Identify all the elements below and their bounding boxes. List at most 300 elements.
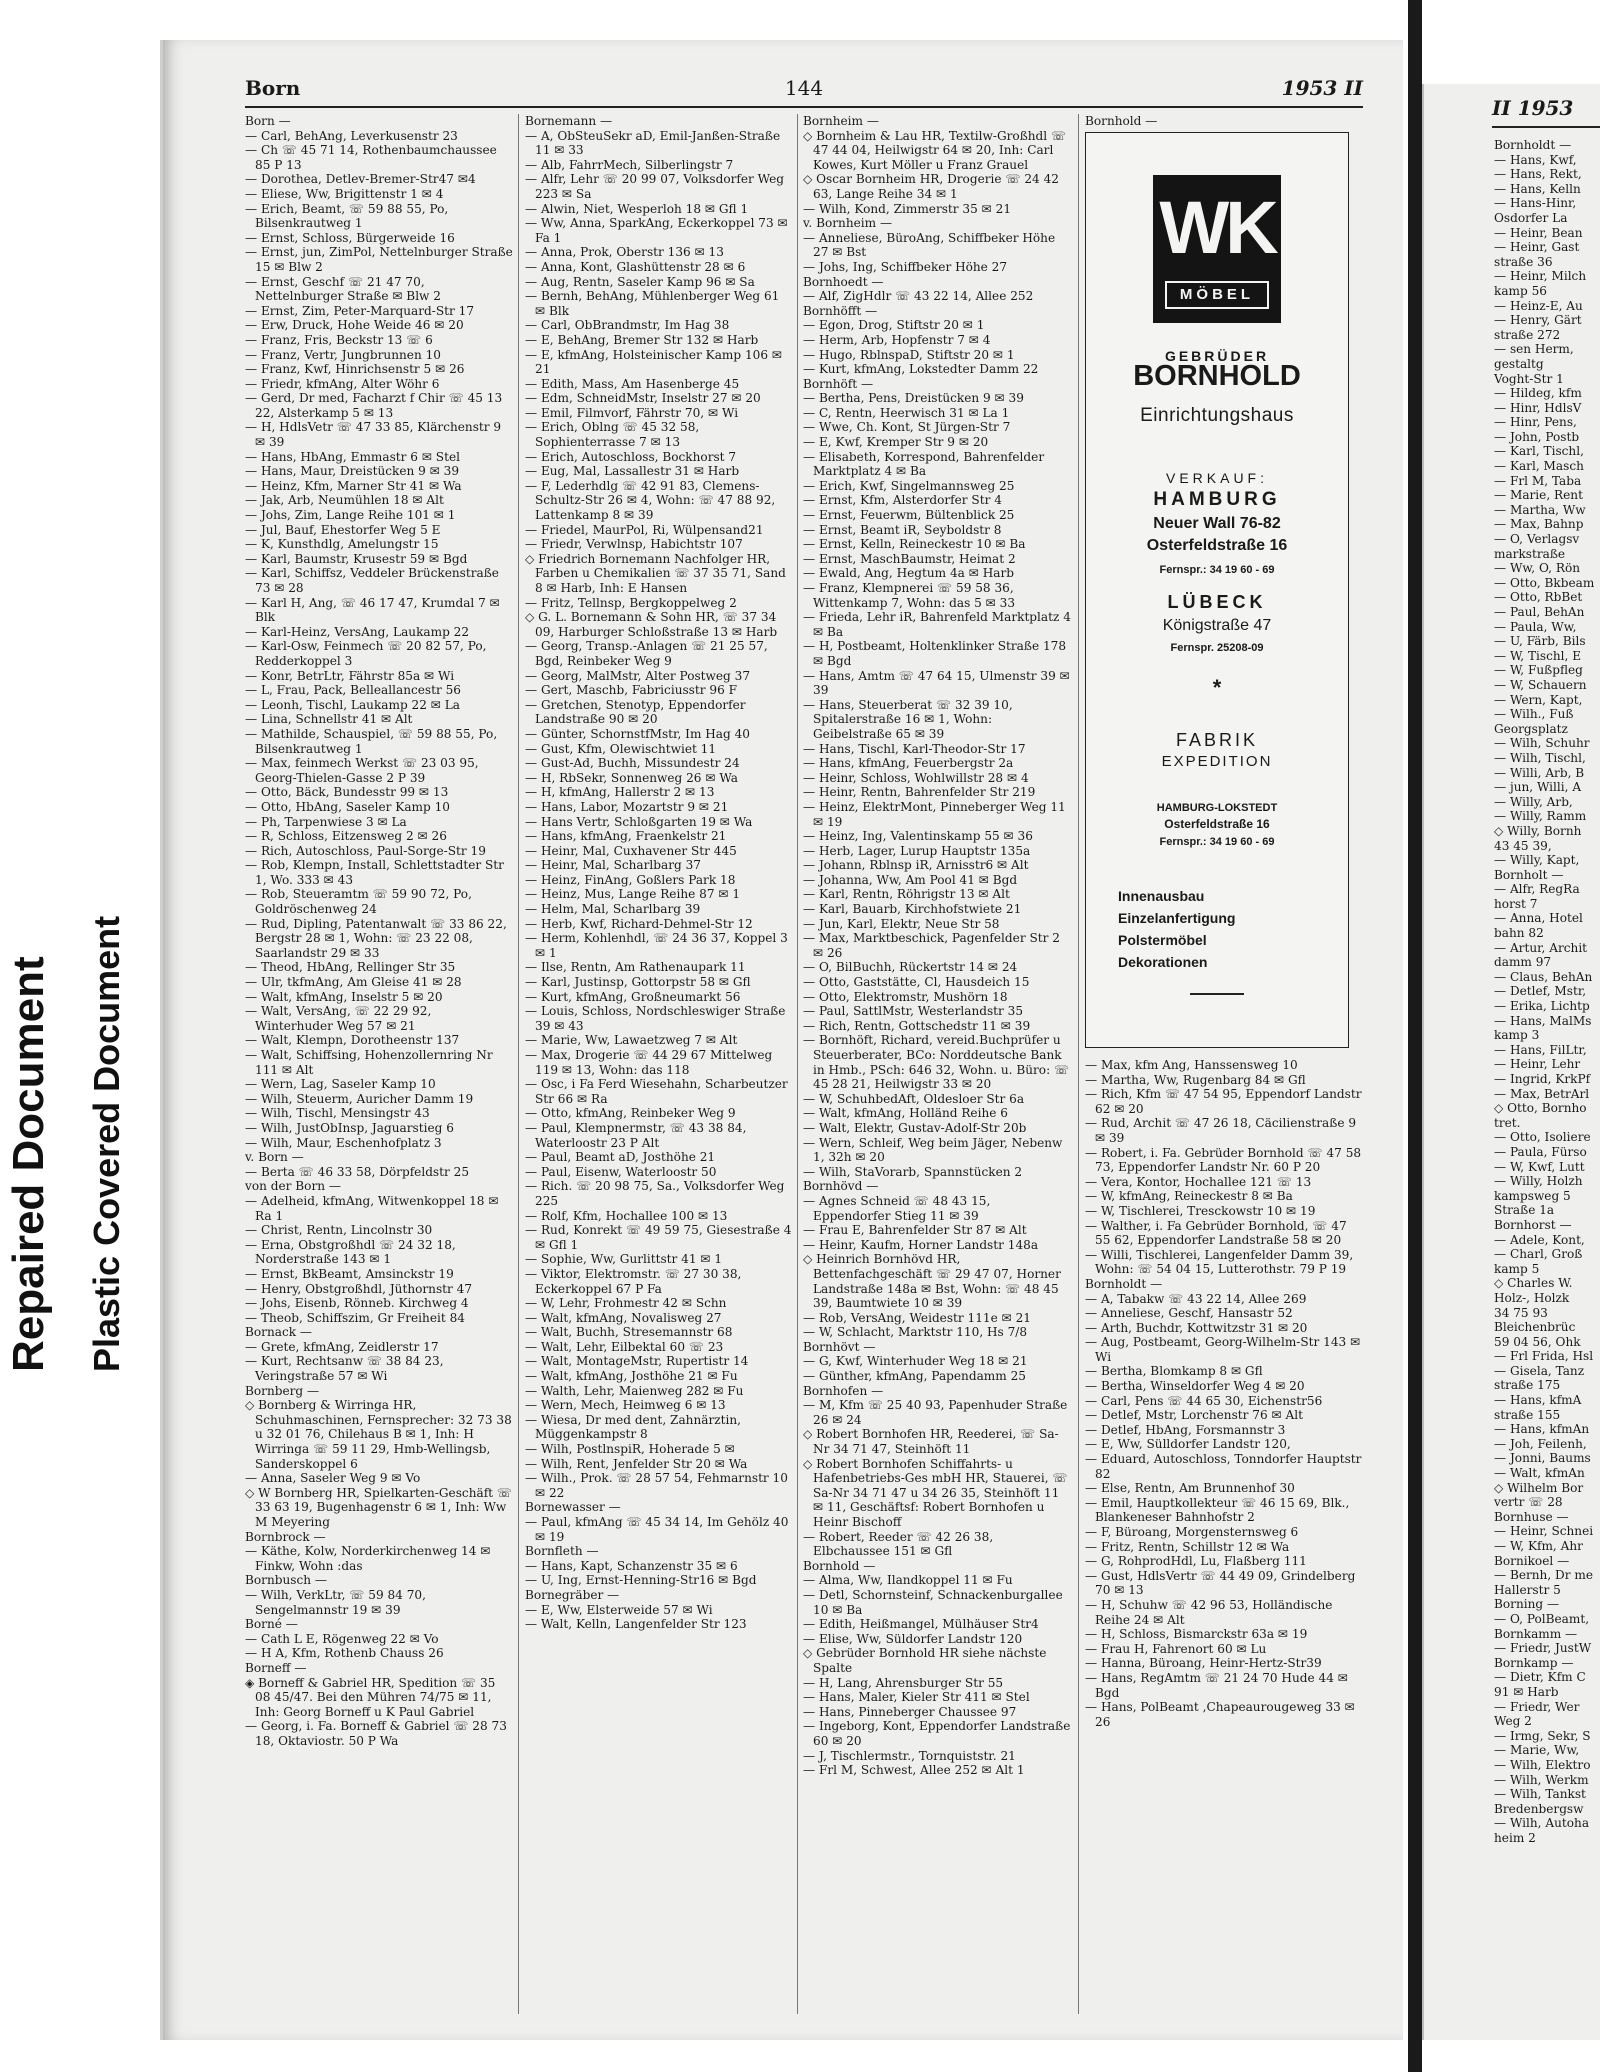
facing-page-entry: — Paula, Ww, <box>1494 619 1577 634</box>
facing-page-entry: ◇ Otto, Bornho <box>1494 1101 1587 1116</box>
directory-entry: — W, kfmAng, Reineckestr 8 ✉ Ba <box>1085 1189 1293 1204</box>
facing-page-entry: — Otto, Isoliere <box>1494 1130 1591 1145</box>
directory-entry: — Ernst, Geschf ☏ 21 47 70, Nettelnburger Straße ✉ Blw 2 <box>245 274 441 304</box>
directory-entry: — Hans, kfmAng, Feuerbergstr 2a <box>803 756 1014 771</box>
ad-service: Innenausbau <box>1118 888 1205 904</box>
facing-page-entry: — Karl, Tischl, <box>1494 444 1584 459</box>
facing-page-entry: — W, Kwf, Lutt <box>1494 1159 1585 1174</box>
directory-entry: — Walt, Schiffsing, Hohenzollernring Nr 111 ✉ Alt <box>245 1048 493 1077</box>
directory-entry: — Adelheid, kfmAng, Witwenkoppel 18 ✉ Ra 1 <box>245 1193 499 1223</box>
directory-entry: — H, HdlsVetr ☏ 47 33 85, Klärchenstr 9 ✉ 39 <box>245 420 502 450</box>
directory-entry: — H, Schuhw ☏ 42 96 53, Holländische Reihe 24 ✉ Alt <box>1085 1597 1333 1627</box>
directory-entry: — Martha, Ww, Rugenbarg 84 ✉ Gfl <box>1085 1072 1306 1087</box>
directory-entry: — Anna, Kont, Glashüttenstr 28 ✉ 6 <box>525 259 746 274</box>
facing-page-entry: bahn 82 <box>1494 926 1544 941</box>
directory-entry: — E, Kwf, Kremper Str 9 ✉ 20 <box>803 435 989 450</box>
directory-entry: — Lina, Schnellstr 41 ✉ Alt <box>245 712 413 727</box>
directory-entry: — Walt, MontageMstr, Rupertistr 14 <box>525 1354 749 1369</box>
directory-entry: ◇ Robert Bornhofen Schiffahrts- u Hafenbetriebs-Ges mbH HR, Stauerei, ☏ Sa-Nr 34 71 47 u 34 26 35, Steinhöft 11 ✉ 11, Geschäftsf: Robert Bornhofen u Heinr Bischoff <box>803 1456 1068 1529</box>
directory-entry: — Viktor, Elektromstr. ☏ 27 30 38, Eckerkoppel 67 P Fa <box>525 1266 742 1296</box>
column-4 <box>1085 114 1363 2014</box>
directory-entry: — Heinz, ElektrMont, Pinneberger Weg 11 ✉ 19 <box>803 799 1066 829</box>
directory-entry: — Erich, Beamt, ☏ 59 88 55, Po, Bilsenkrautweg 1 <box>245 201 449 231</box>
directory-entry: — Bertha, Pens, Dreistücken 9 ✉ 39 <box>803 391 1024 406</box>
surname-heading: Bornhöfft — <box>803 303 878 318</box>
directory-entry: — Arth, Buchdr, Kottwitzstr 31 ✉ 20 <box>1085 1320 1308 1335</box>
directory-entry: — Hans, Maler, Kieler Str 411 ✉ Stel <box>803 1690 1030 1705</box>
directory-entry: — Rob, Klempn, Install, Schlettstadter Str 1, Wo. 333 ✉ 43 <box>245 858 504 887</box>
facing-page-entry: — Jonni, Baums <box>1494 1451 1591 1466</box>
ad-address-3: Osterfeldstraße 16 <box>1164 817 1270 831</box>
directory-entry: — H, RbSekr, Sonnenweg 26 ✉ Wa <box>525 770 738 785</box>
facing-page-entry: — Otto, Bkbeam <box>1494 575 1595 590</box>
directory-entry: — Wwe, Ch. Kont, St Jürgen-Str 7 <box>803 420 1011 435</box>
directory-entry: — Rolf, Kfm, Hochallee 100 ✉ 13 <box>525 1208 728 1223</box>
directory-entry: — Hans, Labor, Mozartstr 9 ✉ 21 <box>525 799 729 814</box>
surname-heading: Bornemann — <box>525 114 613 128</box>
directory-entry: — Carl, Pens ☏ 44 65 30, Eichenstr56 <box>1085 1393 1323 1408</box>
directory-entry: — Wilh, Maur, Eschenhofplatz 3 <box>245 1135 442 1150</box>
directory-entry: — Hans, Kapt, Schanzenstr 35 ✉ 6 <box>525 1558 738 1573</box>
directory-entry: ◇ Gebrüder Bornhold HR siehe nächste Spalte <box>803 1646 1047 1675</box>
facing-page-entry: markstraße <box>1494 546 1566 561</box>
directory-entry: — Rich, Rentn, Gottschedstr 11 ✉ 39 <box>803 1018 1031 1033</box>
directory-entry: — Gust, HdlsVertr ☏ 44 49 09, Grindelberg 70 ✉ 13 <box>1085 1568 1356 1598</box>
directory-entry: — Fritz, Rentn, Schillstr 12 ✉ Wa <box>1085 1539 1290 1554</box>
directory-entry: — Kurt, kfmAng, Großneumarkt 56 <box>525 989 741 1004</box>
directory-entry: — Kurt, kfmAng, Lokstedter Damm 22 <box>803 362 1039 377</box>
directory-entry: — Detl, Schornsteinf, Schnackenburgallee 10 ✉ Ba <box>803 1587 1063 1617</box>
facing-page-header: II 1953 <box>1492 96 1574 120</box>
directory-entry: — Anna, Prok, Oberstr 136 ✉ 13 <box>525 245 724 260</box>
facing-page-entry: — Henry, Gärt <box>1494 313 1582 328</box>
facing-page-entry: Bredenbergsw <box>1494 1801 1584 1816</box>
directory-entry: — Otto, Bäck, Bundesstr 99 ✉ 13 <box>245 785 449 800</box>
facing-page-entry: — Wilh, Elektro <box>1494 1757 1591 1772</box>
facing-page-entry: 91 ✉ Harb <box>1494 1684 1559 1699</box>
directory-entry: — Leonh, Tischl, Laukamp 22 ✉ La <box>245 697 461 712</box>
directory-entry: — Eduard, Autoschloss, Tonndorfer Hauptstr 82 <box>1085 1452 1362 1481</box>
facing-page-entry: kamp 5 <box>1494 1261 1540 1276</box>
logo-subtitle: MÖBEL <box>1165 281 1269 309</box>
directory-entry: — F, Lederhdlg ☏ 42 91 83, Clemens-Schultz-Str 26 ✉ 4, Wohn: ☏ 47 88 92, Lattenkamp 8 ✉ 39 <box>525 478 776 523</box>
ad-services <box>1118 885 1235 973</box>
surname-heading: Bornhövt — <box>803 1339 876 1354</box>
surname-heading: Bornholdt — <box>1085 1276 1163 1291</box>
facing-page-entry: — Hans, FilLtr, <box>1494 1042 1587 1057</box>
directory-entry: — Hans, Amtm ☏ 47 64 15, Ulmenstr 39 ✉ 39 <box>803 668 1070 698</box>
directory-entry: — Elise, Ww, Süldorfer Landstr 120 <box>803 1631 1023 1646</box>
directory-entry: — Rud, Archit ☏ 47 26 18, Cäcilienstraße 9 ✉ 39 <box>1085 1116 1357 1145</box>
surname-heading: v. Born — <box>245 1150 304 1165</box>
directory-entry: — Max, Marktbeschick, Pagenfelder Str 2 ✉ 26 <box>803 931 1060 960</box>
directory-entry: — Ch ☏ 45 71 14, Rothenbaumchaussee 85 P 13 <box>245 143 497 172</box>
directory-entry: — E, kfmAng, Holsteinischer Kamp 106 ✉ 21 <box>525 347 783 377</box>
directory-entry: — Bertha, Blomkamp 8 ✉ Gfl <box>1085 1364 1263 1379</box>
directory-entry: — Hans Vertr, Schloßgarten 19 ✉ Wa <box>525 814 753 829</box>
directory-entry: — Wilh, Rent, Jenfelder Str 20 ✉ Wa <box>525 1456 748 1471</box>
directory-entry: — Hanna, Büroang, Heinr-Hertz-Str39 <box>1085 1656 1322 1671</box>
directory-entry: — H, Postbeamt, Holtenklinker Straße 178 ✉ Bgd <box>803 639 1067 668</box>
directory-entry: — Rob, VersAng, Weidestr 111e ✉ 21 <box>803 1310 1031 1325</box>
surname-heading: Bornberg — <box>245 1383 320 1398</box>
directory-entry: — Mathilde, Schauspiel, ☏ 59 88 55, Po, Bilsenkrautweg 1 <box>245 726 498 756</box>
directory-entry: — O, BilBuchh, Rückertstr 14 ✉ 24 <box>803 960 1018 975</box>
directory-entry: — Grete, kfmAng, Zeidlerstr 17 <box>245 1339 439 1354</box>
directory-entry: — L, Frau, Pack, Belleallancestr 56 <box>245 683 462 698</box>
directory-entry: — Alfr, Lehr ☏ 20 99 07, Volksdorfer Weg 223 ✉ Sa <box>525 172 784 201</box>
facing-page-entry: — U, Färb, Bils <box>1494 634 1586 649</box>
directory-entry: — Henry, Obstgroßhdl, Jüthornstr 47 <box>245 1281 473 1296</box>
facing-page-entry: — Willy, Kapt, <box>1494 853 1580 868</box>
directory-entry: — Eliese, Ww, Brigittenstr 1 ✉ 4 <box>245 186 444 201</box>
directory-entry: ◇ Heinrich Bornhövd HR, Bettenfachgeschäft ☏ 29 47 07, Horner Landstraße 148a ✉ Bst, Wohn: ☏ 48 45 39, Baumtwiete 10 ✉ 39 <box>803 1252 1061 1311</box>
directory-entry: — Heinr, Schloss, Wohlwillstr 28 ✉ 4 <box>803 770 1029 785</box>
directory-entry: — H, Schloss, Bismarckstr 63a ✉ 19 <box>1085 1627 1308 1642</box>
directory-entry: — Jak, Arb, Neumühlen 18 ✉ Alt <box>245 493 444 508</box>
directory-entry: — U, Ing, Ernst-Henning-Str16 ✉ Bgd <box>525 1573 757 1588</box>
directory-entry: — Karl, Justinsp, Gottorpstr 58 ✉ Gfl <box>525 975 751 990</box>
directory-entry: — Karl, Schiffsz, Veddeler Brückenstraße 73 ✉ 28 <box>245 566 499 595</box>
directory-entry: — Walt, kfmAng, Josthöhe 21 ✉ Fu <box>525 1369 738 1384</box>
facing-page-entry: — Adele, Kont, <box>1494 1232 1585 1247</box>
facing-page-entry: heim 2 <box>1494 1830 1536 1845</box>
ad-phone-3: Fernspr.: 34 19 60 - 69 <box>1159 836 1275 848</box>
directory-entry: — Walt, kfmAng, Novalisweg 27 <box>525 1310 722 1325</box>
facing-page-entry: ◇ Wilhelm Bor <box>1494 1480 1584 1495</box>
directory-entry: — Aug, Postbeamt, Georg-Wilhelm-Str 143 ✉ Wi <box>1085 1335 1361 1364</box>
directory-entry: — Wiesa, Dr med dent, Zahnärztin, Müggenkampstr 8 <box>525 1412 741 1442</box>
directory-entry: — Georg, MalMstr, Alter Postweg 37 <box>525 668 751 683</box>
directory-entry: — Herm, Kohlenhdl, ☏ 24 36 37, Koppel 3 ✉ 1 <box>525 931 788 960</box>
directory-entry: ◇ W Bornberg HR, Spielkarten-Geschäft ☏ 33 63 19, Bugenhagenstr 6 ✉ 1, Inh: Ww M Meyering <box>245 1485 512 1529</box>
spacer <box>1085 1048 1363 1058</box>
facing-page-entry: — Artur, Archit <box>1494 940 1588 955</box>
facing-page-entry: straße 175 <box>1494 1378 1561 1393</box>
facing-page-entry: Georgsplatz <box>1494 721 1568 736</box>
facing-page-entry: ◇ Charles W. <box>1494 1276 1573 1291</box>
ad-service: Polstermöbel <box>1118 932 1207 948</box>
directory-entry: — Anneliese, BüroAng, Schiffbeker Höhe 27 ✉ Bst <box>803 230 1056 260</box>
directory-entry: — Wern, Schleif, Weg beim Jäger, Nebenw 1, 32h ✉ 20 <box>803 1135 1063 1165</box>
directory-entry: — Carl, BehAng, Leverkusenstr 23 <box>245 128 458 143</box>
facing-page-entry: — Alfr, RegRa <box>1494 882 1580 897</box>
directory-entry: — Bernh, BehAng, Mühlenberger Weg 61 ✉ Blk <box>525 289 780 318</box>
directory-entry: — Walt, Kelln, Langenfelder Str 123 <box>525 1617 747 1632</box>
directory-entry: — Ernst, MaschBaumstr, Heimat 2 <box>803 551 1016 566</box>
directory-entry: — Hans, Steuerberat ☏ 32 39 10, Spitalerstraße 16 ✉ 1, Wohn: Geibelstraße 65 ✉ 39 <box>803 697 1013 741</box>
directory-entry: — Helm, Mal, Scharlbarg 39 <box>525 902 701 917</box>
surname-heading: Bornegräber — <box>525 1587 620 1602</box>
directory-entry: — Kurt, Rechtsanw ☏ 38 84 23, Veringstraße 57 ✉ Wi <box>245 1354 444 1384</box>
directory-entry: — Frau E, Bahrenfelder Str 87 ✉ Alt <box>803 1223 1027 1238</box>
directory-entry: — Johann, Rblnsp iR, Arnisstr6 ✉ Alt <box>803 858 1029 873</box>
directory-entry: — Hugo, RblnspaD, Stiftstr 20 ✉ 1 <box>803 347 1015 362</box>
ad-company-type: Einrichtungshaus <box>1140 405 1294 426</box>
directory-entry: — Rob, Steueramtm ☏ 59 90 72, Po, Goldröschenweg 24 <box>245 887 472 917</box>
directory-entry: — Gust-Ad, Buchh, Missundestr 24 <box>525 756 740 771</box>
directory-entry: — Anneliese, Geschf, Hansastr 52 <box>1085 1306 1293 1321</box>
directory-entry: — Georg, Transp.-Anlagen ☏ 21 25 57, Bgd, Reinbeker Weg 9 <box>525 639 768 668</box>
facing-page-entry: — Max, Bahnp <box>1494 517 1584 532</box>
facing-page-entry: — Hinr, Pens, <box>1494 415 1577 430</box>
directory-entry: — Walther, i. Fa Gebrüder Bornhold, ☏ 47 55 62, Eppendorfer Landstraße 58 ✉ 20 <box>1085 1218 1347 1248</box>
facing-page-entry: — Wilh, Autoha <box>1494 1816 1590 1831</box>
facing-page-entry: 59 04 56, Ohk <box>1494 1334 1581 1349</box>
facing-page-entry: — Heinr, Schnei <box>1494 1524 1594 1539</box>
directory-entry: — Rich, Autoschloss, Paul-Sorge-Str 19 <box>245 843 486 858</box>
directory-entry: — Franz, Klempnerei ☏ 59 58 36, Wittenkamp 7, Wohn: das 5 ✉ 33 <box>803 581 1016 610</box>
facing-page-entry: — Friedr, JustW <box>1494 1641 1592 1656</box>
directory-entry: — Aug, Rentn, Saseler Kamp 96 ✉ Sa <box>525 274 755 289</box>
facing-page-entry: — W, Tischl, E <box>1494 648 1582 663</box>
facing-page-entry: Straße 1a <box>1494 1203 1555 1218</box>
column-3 <box>803 114 1071 2014</box>
directory-entry: — Johs, Eisenb, Rönneb. Kirchweg 4 <box>245 1296 469 1311</box>
facing-page-entry: — Willy, Ramm <box>1494 809 1587 824</box>
ad-city-luebeck: LÜBECK <box>1167 592 1267 612</box>
facing-page-entry: Osdorfer La <box>1494 210 1568 225</box>
directory-entry: — Ewald, Ang, Hegtum 4a ✉ Harb <box>803 566 1014 581</box>
directory-entry: — Heinr, Mal, Scharlbarg 37 <box>525 858 702 873</box>
directory-entry: — Wilh, Tischl, Mensingstr 43 <box>245 1106 430 1121</box>
directory-entry: — Emil, Filmvorf, Fährstr 70, ✉ Wi <box>525 405 739 420</box>
directory-entry: — Heinr, Rentn, Bahrenfelder Str 219 <box>803 785 1036 800</box>
surname-heading: Borné — <box>245 1617 298 1632</box>
facing-page-entry: kampsweg 5 <box>1494 1188 1571 1203</box>
directory-entry: — Gerd, Dr med, Facharzt f Chir ☏ 45 13 22, Alsterkamp 5 ✉ 13 <box>245 391 503 420</box>
directory-entry: — Konr, BetrLtr, Fährstr 85a ✉ Wi <box>245 668 455 683</box>
directory-entry: — Max, feinmech Werkst ☏ 23 03 95, Georg-Thielen-Gasse 2 P 39 <box>245 756 479 785</box>
directory-entry: — Ernst, Beamt iR, Seyboldstr 8 <box>803 522 1002 537</box>
directory-entry: — Heinz, Ing, Valentinskamp 55 ✉ 36 <box>803 829 1033 844</box>
directory-entry: — Wern, Lag, Saseler Kamp 10 <box>245 1077 436 1092</box>
facing-page-entry: — Irmg, Sekr, S <box>1494 1728 1591 1743</box>
ad-brothers: GEBRÜDER <box>1164 348 1270 364</box>
facing-page-entry: — Walt, kfmAn <box>1494 1466 1585 1481</box>
facing-page-entry: — Hans-Hinr, <box>1494 196 1577 211</box>
directory-entry: — Robert, Reeder ☏ 42 26 38, Elbchaussee 151 ✉ Gfl <box>803 1529 994 1559</box>
facing-page-entry: — Ww, O, Rön <box>1494 561 1581 576</box>
directory-entry: — H, kfmAng, Hallerstr 2 ✉ 13 <box>525 785 715 800</box>
directory-entry: — Edith, Heißmangel, Mülhäuser Str4 <box>803 1617 1039 1632</box>
facing-page-entry: — Claus, BehAn <box>1494 969 1593 984</box>
ad-city-lokstedt: HAMBURG-LOKSTEDT <box>1156 802 1278 814</box>
directory-entry: ◇ Oscar Bornheim HR, Drogerie ☏ 24 42 63, Lange Reihe 34 ✉ 1 <box>803 172 1059 201</box>
directory-entry: — C, Rentn, Heerwisch 31 ✉ La 1 <box>803 405 1010 420</box>
directory-entry: — Wilh, JustObInsp, Jaguarstieg 6 <box>245 1120 454 1135</box>
directory-entry: — Agnes Schneid ☏ 48 43 15, Eppendorfer Stieg 11 ✉ 39 <box>803 1193 991 1223</box>
facing-page-entry: — Hans, MalMs <box>1494 1013 1592 1028</box>
surname-heading: von der Born — <box>245 1179 341 1194</box>
facing-page-entry: — Hans, kfmA <box>1494 1393 1582 1408</box>
facing-page-entry: Bornholdt — <box>1494 138 1572 152</box>
surname-heading: Bornhöft — <box>803 376 874 391</box>
wk-moebel-logo <box>1153 175 1281 323</box>
directory-entry: — Bornhöft, Richard, vereid.Buchprüfer u Steuerberater, BCo: Norddeutsche Bank in Hmb., PSch: 646 32, Wohn. u. Büro: ☏ 45 28 21, Heilwigstr 33 ✉ 20 <box>803 1033 1070 1092</box>
facing-page-entry: — Hans, Kwf, <box>1494 152 1577 167</box>
facing-page-entry: — Ingrid, KrkPf <box>1494 1072 1591 1086</box>
facing-page-entry: — Detlef, Mstr, <box>1494 984 1587 999</box>
directory-entry: — Bertha, Winseldorfer Weg 4 ✉ 20 <box>1085 1379 1305 1394</box>
directory-entry: — Wilh, PostlnspiR, Hoherade 5 ✉ <box>525 1442 735 1457</box>
directory-entry: — Karl, Baumstr, Krusestr 59 ✉ Bgd <box>245 551 468 566</box>
directory-entry: — Wern, Mech, Heimweg 6 ✉ 13 <box>525 1398 726 1413</box>
facing-page-entry: 43 45 39, <box>1494 838 1552 853</box>
facing-page-entry: — Heinr, Milch <box>1494 269 1587 284</box>
ad-service: Einzelanfertigung <box>1118 910 1236 926</box>
facing-page-rule <box>1492 126 1600 128</box>
directory-entry: — Otto, Elektromstr, Mushörn 18 <box>803 989 1008 1004</box>
surname-heading: Borneff — <box>245 1660 307 1675</box>
directory-entry: — F, Büroang, Morgensternsweg 6 <box>1085 1525 1299 1539</box>
facing-page-entry: — jun, Willi, A <box>1494 780 1582 795</box>
facing-page-entry: — Hildeg, kfm <box>1494 386 1582 401</box>
directory-entry: — Hans, PolBeamt ,Chapeaurougeweg 33 ✉ 26 <box>1085 1700 1355 1729</box>
facing-page-entry: 34 75 93 <box>1494 1305 1548 1320</box>
header-year: 1953 II <box>1281 76 1363 100</box>
top-margin <box>1408 0 1600 84</box>
directory-entry: — Hans, Tischl, Karl-Theodor-Str 17 <box>803 741 1026 756</box>
directory-entry: — Georg, i. Fa. Borneff & Gabriel ☏ 28 73 18, Oktaviostr. 50 P Wa <box>245 1719 507 1748</box>
ad-expedition: EXPEDITION <box>1161 753 1273 770</box>
directory-entry: — Fritz, Tellnsp, Bergkoppelweg 2 <box>525 595 737 610</box>
facing-page-entry: — W, Kfm, Ahr <box>1494 1539 1583 1553</box>
directory-entry: — Erich, Autoschloss, Bockhorst 7 <box>525 449 737 464</box>
facing-page-entry: Holz-, Holzk <box>1494 1290 1570 1305</box>
column-1 <box>245 114 513 2014</box>
directory-entry: ◇ Robert Bornhofen HR, Reederei, ☏ Sa-Nr 34 71 47, Steinhöft 11 <box>803 1427 1059 1457</box>
directory-entry: — Hans, Pinneberger Chaussee 97 <box>803 1704 1017 1719</box>
column-divider <box>1078 114 1079 2014</box>
directory-entry: — Walt, Buchh, Stresemannstr 68 <box>525 1325 733 1340</box>
facing-page-entry: — W, Fußpfleg <box>1494 663 1583 678</box>
ad-city-hamburg: HAMBURG <box>1153 489 1281 510</box>
directory-entry: — Heinr, Mal, Cuxhavener Str 445 <box>525 843 737 858</box>
surname-heading: Bornfleth — <box>525 1544 599 1559</box>
directory-entry: — Christ, Rentn, Lincolnstr 30 <box>245 1223 433 1238</box>
directory-entry: — Wilh, VerkLtr, ☏ 59 84 70, Sengelmannstr 19 ✉ 39 <box>245 1587 426 1617</box>
directory-entry: — Max, kfm Ang, Hanssensweg 10 <box>1085 1058 1298 1072</box>
facing-page-entry: — Charl, Groß <box>1494 1247 1583 1262</box>
directory-entry: — Paul, kfmAng ☏ 45 34 14, Im Gehölz 40 ✉ 19 <box>525 1515 789 1544</box>
column-divider <box>797 114 798 2014</box>
facing-page-entry: Bornikoel — <box>1494 1553 1570 1568</box>
ad-service: Dekorationen <box>1118 954 1208 970</box>
directory-entry: — Jun, Karl, Elektr, Neue Str 58 <box>803 916 1000 931</box>
directory-entry: — Alf, ZigHdlr ☏ 43 22 14, Allee 252 <box>803 289 1034 304</box>
facing-page-entry: kamp 3 <box>1494 1028 1540 1043</box>
directory-entry: — Wilh., Prok. ☏ 28 57 54, Fehmarnstr 10 ✉ 22 <box>525 1471 788 1500</box>
directory-entry: — Detlef, Mstr, Lorchenstr 76 ✉ Alt <box>1085 1408 1303 1423</box>
facing-page-entry: — O, PolBeamt, <box>1494 1611 1590 1626</box>
facing-page <box>1422 84 1600 2040</box>
surname-heading: Bornhövd — <box>803 1179 879 1194</box>
directory-entry: — Erich, Kwf, Singelmannsweg 25 <box>803 478 1015 493</box>
directory-entry: — W, Schlacht, Marktstr 110, Hs 7/8 <box>803 1325 1028 1340</box>
directory-entry: — Heinz, Mus, Lange Reihe 87 ✉ 1 <box>525 887 741 902</box>
directory-entry: — Ingeborg, Kont, Eppendorfer Landstraße 60 ✉ 20 <box>803 1719 1071 1748</box>
directory-entry: — Rud, Konrekt ☏ 49 59 75, Giesestraße 4 ✉ Gfl 1 <box>525 1223 792 1252</box>
directory-entry: — Hans, kfmAng, Fraenkelstr 21 <box>525 829 727 844</box>
directory-entry: — Rud, Dipling, Patentanwalt ☏ 33 86 22, Bergstr 28 ✉ 1, Wohn: ☏ 23 22 08, Saarlandstr 29 ✉ 33 <box>245 916 507 960</box>
directory-entry: — Heinz, Kfm, Marner Str 41 ✉ Wa <box>245 478 462 493</box>
ad-sale-heading: VERKAUF: <box>1165 470 1268 486</box>
facing-page-entry: Bleichenbrüc <box>1494 1320 1576 1335</box>
directory-entry: — Heinz, FinAng, Goßlers Park 18 <box>525 872 736 887</box>
column-4-entries <box>1085 1058 1363 1729</box>
directory-entry: — Johanna, Ww, Am Pool 41 ✉ Bgd <box>803 872 1018 887</box>
directory-entry: ◈ Borneff & Gabriel HR, Spedition ☏ 35 08 45/47. Bei den Mühren 74/75 ✉ 11, Inh: Georg Borneff u K Paul Gabriel <box>245 1675 496 1719</box>
side-label-strip <box>0 0 160 2072</box>
directory-entry: — Osc, i Fa Ferd Wiesehahn, Scharbeutzer Str 66 ✉ Ra <box>525 1077 788 1106</box>
logo-letters: WK <box>1159 186 1275 269</box>
directory-entry: — Carl, ObBrandmstr, Im Hag 38 <box>525 318 730 333</box>
surname-heading: Bornhold — <box>803 1558 876 1573</box>
directory-entry: — K, Kunsthdlg, Amelungstr 15 <box>245 537 439 552</box>
directory-entry: — Jul, Bauf, Ehestorfer Weg 5 E <box>245 522 441 537</box>
directory-entry: — Gert, Maschb, Fabriciusstr 96 F <box>525 683 738 698</box>
directory-entry: — Walt, Lehr, Eilbektal 60 ☏ 23 <box>525 1339 724 1354</box>
directory-entry: — Eug, Mal, Lassallestr 31 ✉ Harb <box>525 464 740 479</box>
directory-entry: — R, Schloss, Eitzensweg 2 ✉ 26 <box>245 829 447 844</box>
facing-page-entry: — Marie, Ww, <box>1494 1743 1580 1758</box>
facing-page-entry: — Hans, Rekt, <box>1494 167 1582 182</box>
facing-page-entry: — John, Postb <box>1494 429 1580 444</box>
ad-star-separator: * <box>1212 675 1222 700</box>
directory-entry: — Friedel, MaurPol, Ri, Wülpensand21 <box>525 522 764 537</box>
directory-columns <box>245 114 1363 2014</box>
directory-entry: — A, ObSteuSekr aD, Emil-Janßen-Straße 11 ✉ 33 <box>525 128 781 158</box>
facing-page-entry: — W, Schauern <box>1494 677 1587 692</box>
facing-page-entry: — Karl, Masch <box>1494 459 1584 474</box>
ad-rule <box>1190 993 1244 995</box>
surname-heading: Bornhoedt — <box>803 274 884 289</box>
directory-entry: ◇ Bornberg & Wirringa HR, Schuhmaschinen, Fernsprecher: 32 73 38 u 32 01 76, Chilehaus B ✉ 1, Inh: H Wirringa ☏ 59 11 29, Hmb-Wellingsb, Sanderskoppel 6 <box>245 1398 512 1471</box>
facing-page-entry: Weg 2 <box>1494 1714 1532 1729</box>
directory-entry: — Alwin, Niet, Wesperloh 18 ✉ Gfl 1 <box>525 201 749 216</box>
directory-entry: — Friedr, kfmAng, Alter Wöhr 6 <box>245 376 440 391</box>
facing-page-entry: straße 36 <box>1494 254 1553 269</box>
repaired-document-label: Repaired Document <box>4 956 53 1372</box>
facing-page-entry: — Heinz-E, Au <box>1494 298 1583 313</box>
surname-heading: Bornbrock — <box>245 1529 326 1544</box>
facing-page-entry: — Erika, Lichtp <box>1494 999 1590 1014</box>
directory-entry: — Ernst, Kelln, Reineckestr 10 ✉ Ba <box>803 537 1026 552</box>
facing-page-entry: — Hans, kfmAn <box>1494 1422 1590 1437</box>
directory-entry: — H, Lang, Ahrensburger Str 55 <box>803 1675 1004 1690</box>
ad-column-heading: Bornhold — <box>1085 114 1158 128</box>
directory-entry: — E, BehAng, Bremer Str 132 ✉ Harb <box>525 332 759 347</box>
directory-entry: — Ww, Anna, SparkAng, Eckerkoppel 73 ✉ Fa 1 <box>525 216 788 245</box>
facing-page-entry: Borning — <box>1494 1597 1560 1612</box>
column-3-entries <box>803 114 1071 1778</box>
facing-page-entry: — Marie, Rent <box>1494 488 1583 503</box>
bornhold-advertisement <box>1085 132 1349 1048</box>
surname-heading: Bornhofen — <box>803 1383 884 1398</box>
directory-entry: — Franz, Kwf, Hinrichsenstr 5 ✉ 26 <box>245 362 465 377</box>
facing-page-entry: — Willi, Arb, B <box>1494 765 1585 780</box>
facing-page-entry: Bornhorst — <box>1494 1217 1572 1232</box>
directory-entry: — W, Tischlerei, Tresckowstr 10 ✉ 19 <box>1085 1203 1316 1218</box>
directory-entry: — Alma, Ww, Ilandkoppel 11 ✉ Fu <box>803 1573 1013 1588</box>
directory-entry: — W, Lehr, Frohmestr 42 ✉ Schn <box>525 1296 727 1311</box>
directory-entry: — Karl-Heinz, VersAng, Laukamp 22 <box>245 624 470 639</box>
facing-page-entry: — Frl M, Taba <box>1494 473 1582 488</box>
surname-heading: Bornack — <box>245 1325 312 1340</box>
directory-entry: — Anna, Saseler Weg 9 ✉ Vo <box>245 1471 421 1486</box>
directory-entry: — Frau H, Fahrenort 60 ✉ Lu <box>1085 1641 1267 1656</box>
